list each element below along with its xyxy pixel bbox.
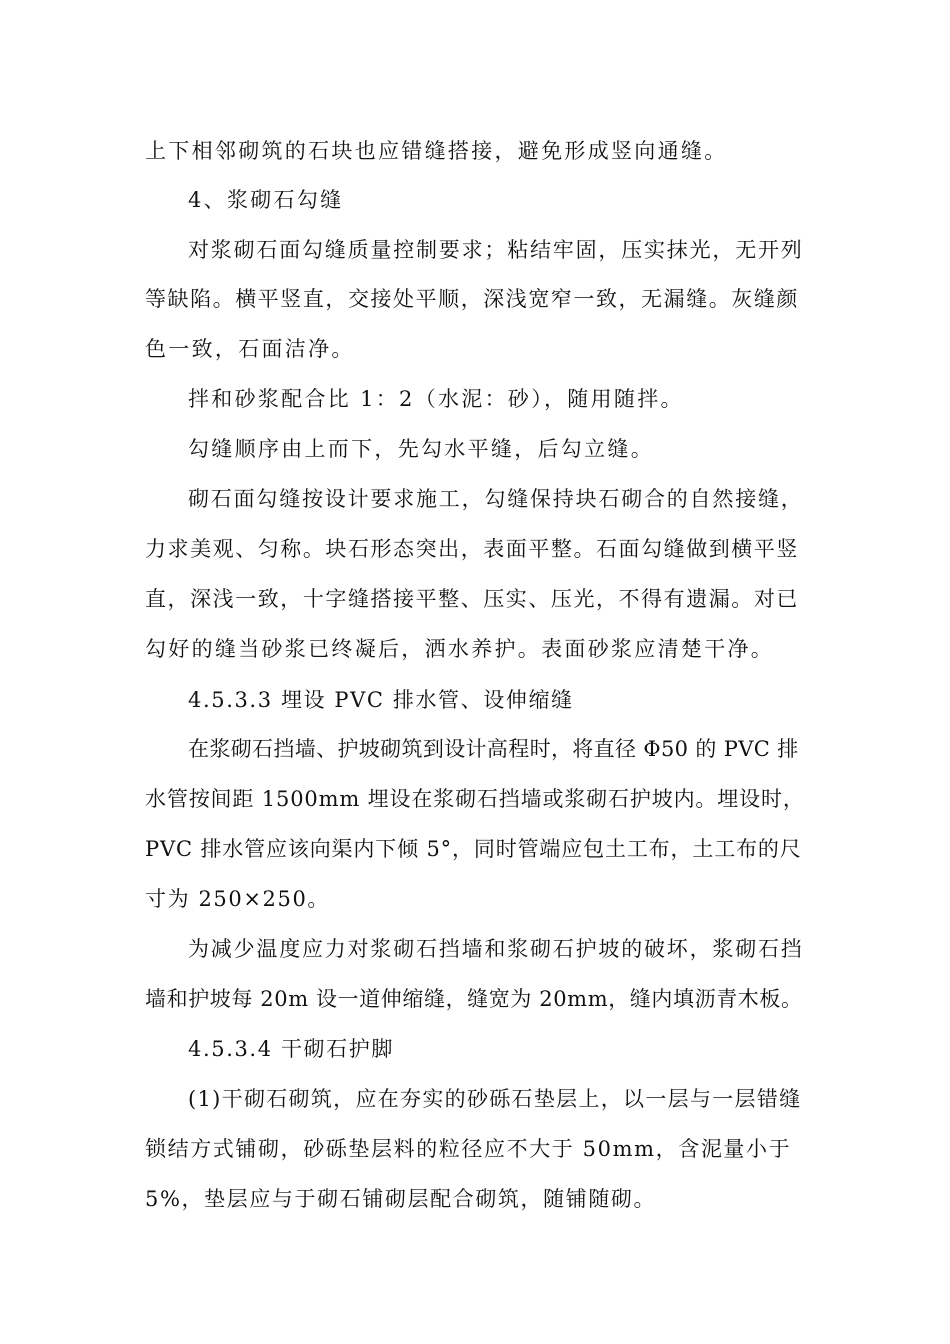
body-text-line: 水管按间距 1500mm 埋设在浆砌石挡墙或浆砌石护坡内。埋设时， [145,787,805,811]
body-text-line: 砌石面勾缝按设计要求施工，勾缝保持块石砌合的自然接缝， [188,487,804,511]
section-heading: 4.5.3.4 干砌石护脚 [188,1037,394,1061]
section-heading: 4、浆砌石勾缝 [188,188,344,212]
body-text-line: 锁结方式铺砌，砂砾垫层料的粒径应不大于 50mm，含泥量小于 [145,1137,792,1161]
body-text-line: 色一致，石面洁净。 [145,337,355,361]
section-heading: 4.5.3.3 埋设 PVC 排水管、设伸缩缝 [188,688,574,712]
body-text-line: 拌和砂浆配合比 1：2（水泥：砂），随用随拌。 [188,387,684,411]
body-text-line: 对浆砌石面勾缝质量控制要求；粘结牢固，压实抹光，无开列 [188,238,804,262]
body-text-line: 为减少温度应力对浆砌石挡墙和浆砌石护坡的破坏，浆砌石挡 [188,937,804,961]
body-text-line: 勾好的缝当砂浆已终凝后，洒水养护。表面砂浆应清楚干净。 [145,637,775,661]
body-text-line: 在浆砌石挡墙、护坡砌筑到设计高程时，将直径 Φ50 的 PVC 排 [188,737,799,761]
body-text-line: 墙和护坡每 20m 设一道伸缩缝，缝宽为 20mm，缝内填沥青木板。 [145,987,803,1011]
body-text-line: (1)干砌石砌筑，应在夯实的砂砾石垫层上，以一层与一层错缝 [188,1087,802,1111]
body-text-line: 力求美观、匀称。块石形态突出，表面平整。石面勾缝做到横平竖 [145,537,799,561]
body-text-line: 直，深浅一致，十字缝搭接平整、压实、压光，不得有遗漏。对已 [145,587,799,611]
body-text-line: 寸为 250×250。 [145,887,331,911]
body-text-line: 5%，垫层应与于砌石铺砌层配合砌筑，随铺随砌。 [145,1187,657,1211]
body-text-line: 等缺陷。横平竖直，交接处平顺，深浅宽窄一致，无漏缝。灰缝颜 [145,287,799,311]
body-text-line: 上下相邻砌筑的石块也应错缝搭接，避免形成竖向通缝。 [145,139,728,163]
body-text-line: PVC 排水管应该向渠内下倾 5°，同时管端应包土工布，土工布的尺 [145,837,802,861]
body-text-line: 勾缝顺序由上而下，先勾水平缝，后勾立缝。 [188,437,654,461]
